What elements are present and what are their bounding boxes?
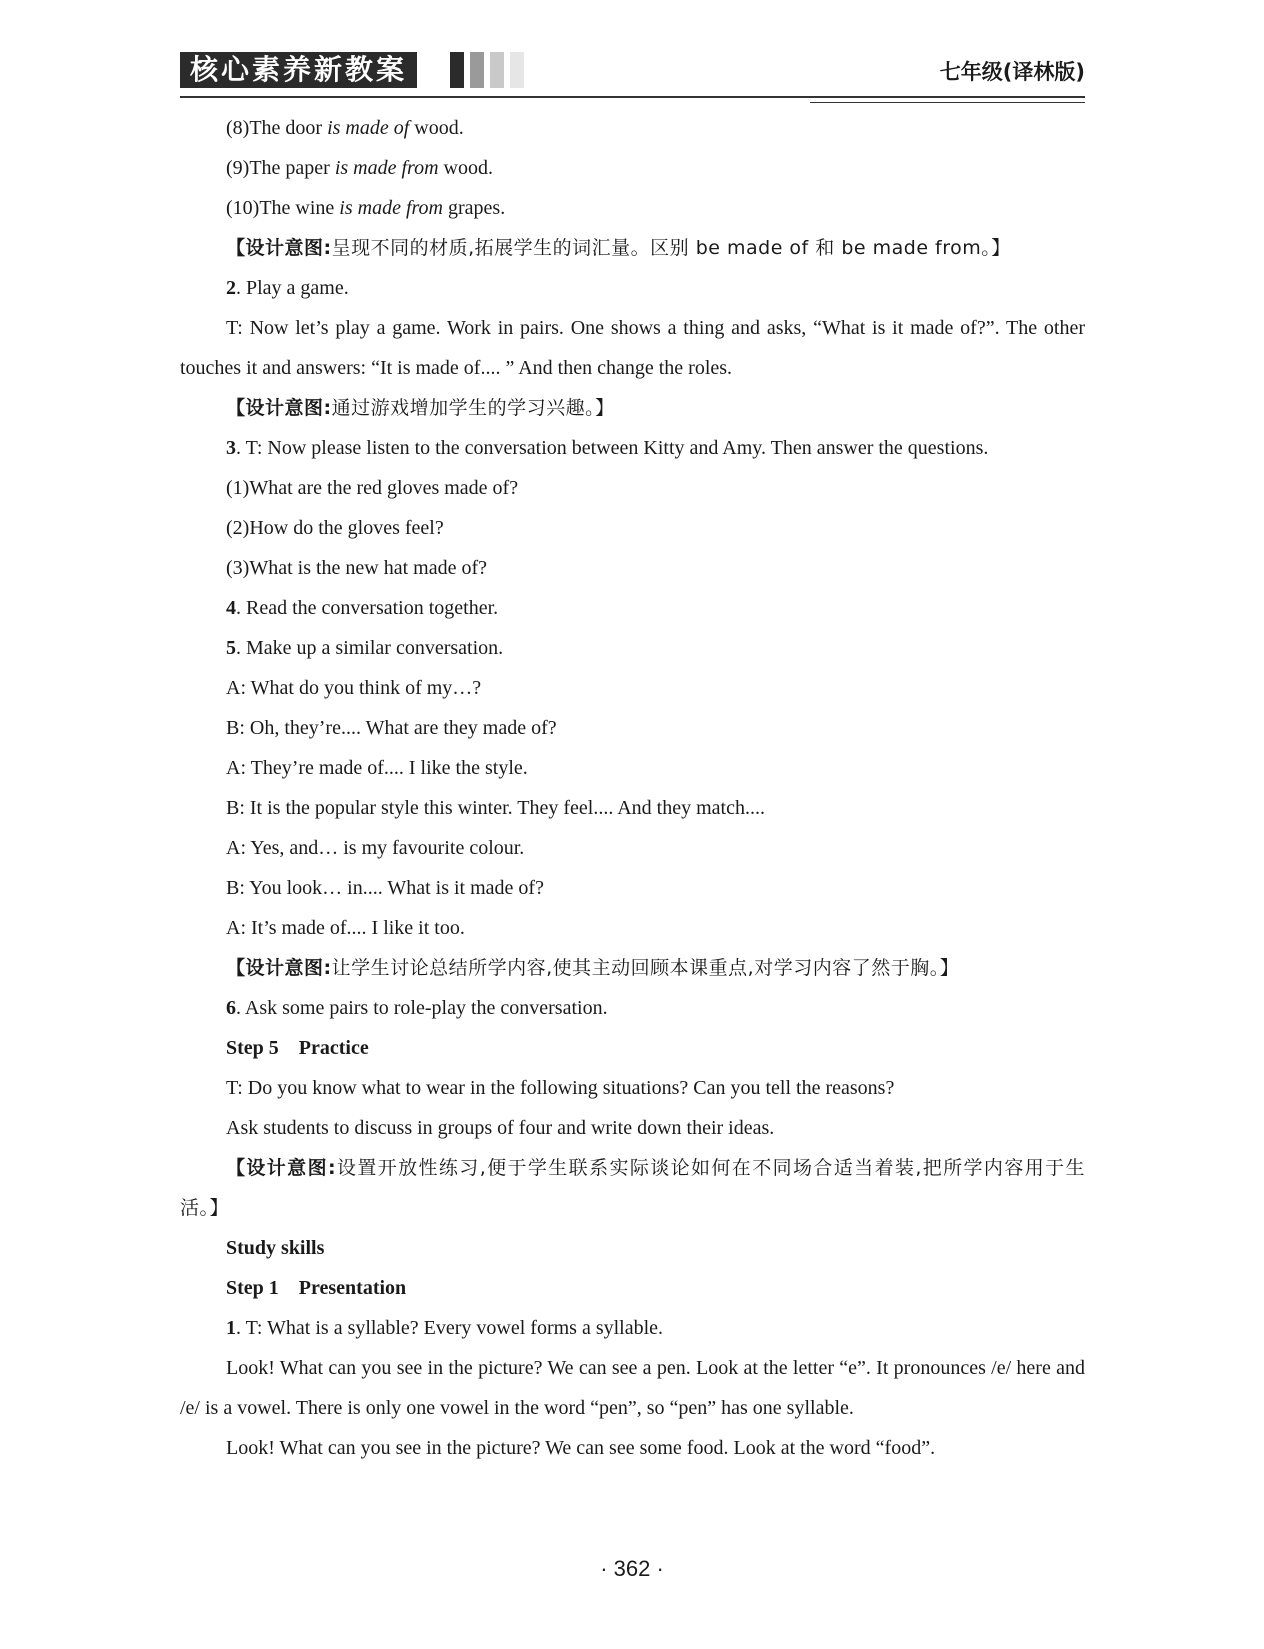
conversation-line: B: You look… in.... What is it made of? <box>226 877 544 899</box>
step-5-heading: Step 5 Practice <box>226 1037 369 1059</box>
study-skills-heading: Study skills <box>226 1237 325 1259</box>
conversation-line: A: Yes, and… is my favourite colour. <box>226 837 525 859</box>
teacher-instruction-practice: T: Do you know what to wear in the following situations? Can you tell the reasons? <box>226 1077 895 1099</box>
logo-bar <box>450 52 464 88</box>
design-intent-1: 【设计意图:呈现不同的材质,拓展学生的词汇量。区别 be made of 和 be made from。】 <box>226 237 1011 259</box>
example-line-10: (10)The wine is made from grapes. <box>226 197 506 219</box>
page-content <box>180 108 1085 1468</box>
conversation-line: A: What do you think of my…? <box>226 677 482 699</box>
header-rule <box>180 96 1085 98</box>
question-1: (1)What are the red gloves made of? <box>226 477 519 499</box>
example-line-9: (9)The paper is made from wood. <box>226 157 493 179</box>
conversation-line: B: Oh, they’re.... What are they made of? <box>226 717 557 739</box>
example-line-8: (8)The door is made of wood. <box>226 117 464 139</box>
presentation-item-1: 1. T: What is a syllable? Every vowel forms a syllable. <box>226 1317 664 1339</box>
logo-bar <box>490 52 504 88</box>
presentation-paragraph-food: Look! What can you see in the picture? We can see some food. Look at the word “food”. <box>226 1437 936 1459</box>
question-3: (3)What is the new hat made of? <box>226 557 488 579</box>
step-item-4: 4. Read the conversation together. <box>226 597 499 619</box>
logo-bar <box>510 52 524 88</box>
conversation-line: A: They’re made of.... I like the style. <box>226 757 528 779</box>
step-item-5: 5. Make up a similar conversation. <box>226 637 504 659</box>
step-item-2: 2. Play a game. <box>226 277 349 299</box>
design-intent-3: 【设计意图:让学生讨论总结所学内容,使其主动回顾本课重点,对学习内容了然于胸。】 <box>226 957 960 979</box>
group-discussion-line: Ask students to discuss in groups of four and write down their ideas. <box>226 1117 775 1139</box>
series-logo: 核心素养新教案 <box>180 52 417 88</box>
logo-bar <box>470 52 484 88</box>
grade-label: 七年级(译林版) <box>939 60 1085 84</box>
header-subrule <box>810 102 1085 103</box>
design-intent-4: 【设计意图:设置开放性练习,便于学生联系实际谈论如何在不同场合适当着装,把所学内容用于生活。】 <box>180 1157 1085 1219</box>
design-intent-2: 【设计意图:通过游戏增加学生的学习兴趣。】 <box>226 397 615 419</box>
presentation-paragraph-pen: Look! What can you see in the picture? We can see a pen. Look at the letter “e”. It pronounces /e/ here and /e/ is a vowel. There is only one vowel in the word “pen”, so “pen” has one syllable. <box>180 1357 1085 1419</box>
conversation-line: B: It is the popular style this winter. They feel.... And they match.... <box>226 797 765 819</box>
step-1-heading: Step 1 Presentation <box>226 1277 407 1299</box>
page-header <box>180 52 1085 102</box>
step-item-3: 3. T: Now please listen to the conversation between Kitty and Amy. Then answer the questions. <box>226 437 989 459</box>
conversation-line: A: It’s made of.... I like it too. <box>226 917 465 939</box>
step-item-6: 6. Ask some pairs to role-play the conversation. <box>226 997 608 1019</box>
teacher-instruction-game: T: Now let’s play a game. Work in pairs. One shows a thing and asks, “What is it made of?”. The other touches it and answers: “It is made of.... ” And then change the roles. <box>180 317 1085 379</box>
page-number: · 362 · <box>600 1556 664 1581</box>
question-2: (2)How do the gloves feel? <box>226 517 444 539</box>
